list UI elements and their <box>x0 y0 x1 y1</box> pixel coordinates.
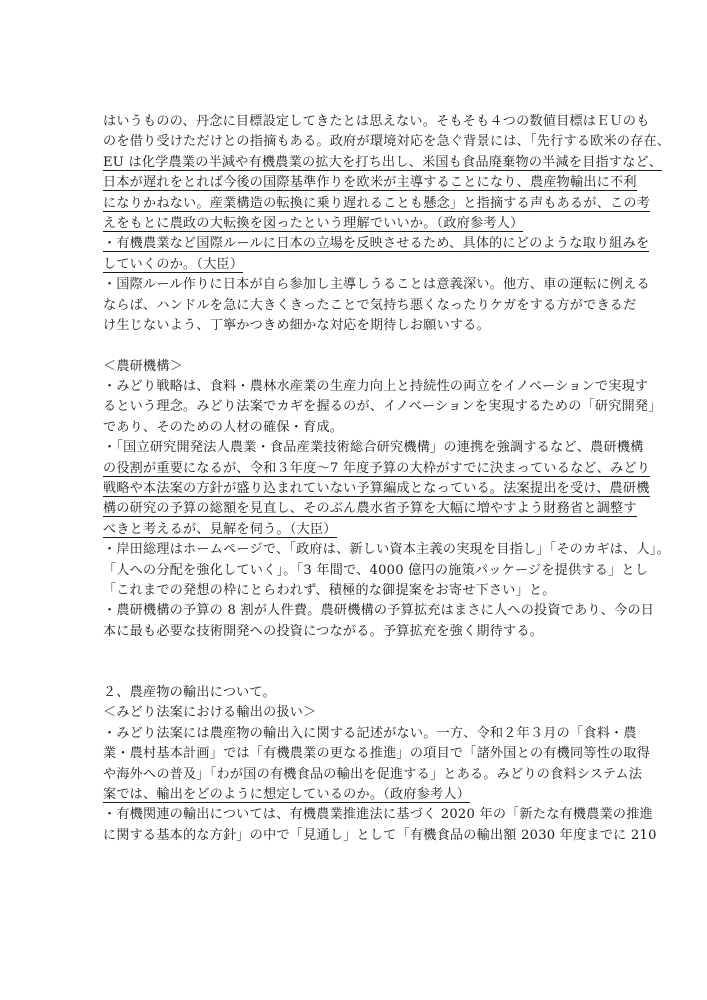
text-span: 業・農村基本計画」では「有機農業の更なる推進」の項目で「諸外国との有機同等性の取得 <box>103 746 651 762</box>
text-line <box>103 112 650 132</box>
text-line <box>103 438 644 458</box>
text-line <box>103 418 611 438</box>
text-line <box>103 397 662 417</box>
text-line <box>103 765 643 785</box>
underlined-text: ・有機農業など国際ルールに日本の立場を反映させるため、具体的にどのような取り組みを <box>103 236 650 252</box>
underlined-text: EU は化学農業の半減や有機農業の拡大を打ち出し、米国も食品廃棄物の半減を目指すなど、 <box>103 154 663 170</box>
text-line <box>103 316 611 336</box>
text-line <box>103 581 611 601</box>
section-heading <box>103 703 611 723</box>
text-span: るという理念。みどり法案でカギを握るのが、イノベーションを実現するための「研究開発」 <box>103 399 662 415</box>
text-line <box>103 214 611 234</box>
text-span: であり、そのための人材の確保・育成。 <box>103 419 344 435</box>
underlined-text: 日本が遅れをとれば今後の国際基準作りを欧米が主導することになり、農産物輸出に不利 <box>103 175 637 191</box>
section-title <box>103 683 611 703</box>
text-line <box>103 601 655 621</box>
document-body <box>103 112 671 846</box>
text-line <box>103 805 653 825</box>
spacer <box>103 336 611 356</box>
underlined-text: の役割が重要になるが、令和３年度～7 年度予算の大枠がすでに決まっているなど、みどり <box>103 460 651 476</box>
text-line <box>103 296 637 316</box>
underlined-text: 案では、輸出をどのように想定しているのか。（政府参考人） <box>103 786 471 802</box>
text-line <box>103 234 650 254</box>
text-line <box>103 785 611 805</box>
text-line <box>103 173 637 193</box>
text-line <box>103 132 671 152</box>
text-line <box>103 255 611 275</box>
text-line <box>103 479 650 499</box>
text-span: はいうものの、丹念に目標設定してきたとは思えない。そもそも４つの数値目標はＥＵのも <box>103 114 650 129</box>
text-line <box>103 459 651 479</box>
underlined-text: 構の研究の予算の総額を見直し、そのぶん農水省予算を大幅に増やすよう財務省と調整す <box>103 501 637 517</box>
text-line <box>103 744 651 764</box>
text-span: ・「国立研究開発法人農業・食品産業技術総合研究機構」の連携を強調するなど、農研機構 <box>103 440 644 456</box>
text-span: ならば、ハンドルを急に大きくきったことで気持ち悪くなったりケガをする方ができるだ <box>103 297 637 313</box>
underlined-text: していくのか。（大臣） <box>103 256 244 272</box>
heading-text: ＜みどり法案における輸出の扱い＞ <box>103 705 317 721</box>
underlined-text: 戦略や本法案の方針が盛り込まれていない予算編成となっている。法案提出を受け、農研機 <box>103 481 650 497</box>
text-span: ・国際ルール作りに日本が自ら参加し主導しうることは意義深い。他方、車の運転に例える <box>103 277 650 293</box>
text-line <box>103 724 637 744</box>
heading-text: ２、農産物の輸出について。 <box>103 684 276 700</box>
text-span: ・有機関連の輸出については、有機農業推進法に基づく 2020 年の「新たな有機農業の推進 <box>103 807 653 823</box>
text-line <box>103 194 651 214</box>
text-span: 本に最も必要な技術開発への投資につながる。予算拡充を強く期待する。 <box>103 623 544 639</box>
text-line <box>103 275 650 295</box>
text-line <box>103 826 657 846</box>
text-line <box>103 520 611 540</box>
spacer <box>103 642 611 683</box>
text-span: け生じないよう、丁寧かつきめ細かな対応を期待しお願いする。 <box>103 317 490 333</box>
text-line <box>103 540 670 560</box>
underlined-text: になりかねない。産業構造の転換に乗り遅れることも懸念」と指摘する声もあるが、この考 <box>103 195 651 211</box>
text-span: や海外への普及」「わが国の有機食品の輸出を促進する」とある。みどりの食料システム法 <box>103 766 643 782</box>
text-span: 「これまでの発想の枠にとらわれず、積極的な御提案をお寄せ下さい」と。 <box>103 582 556 598</box>
text-line <box>103 377 649 397</box>
heading-text: ＜農研機構＞ <box>103 358 184 374</box>
underlined-text: べきと考えるが、見解を伺う。（大臣） <box>103 521 337 537</box>
text-span: のを借り受けただけとの指摘もある。政府が環境対応を急ぐ背景には、「先行する欧米の存在、 <box>103 134 671 150</box>
text-span: 「人への分配を強化していく」。「3 年間で、4000 億円の施策パッケージを提供する」とし <box>103 562 649 578</box>
text-span: に関する基本的な方針」の中で「見通し」として「有機食品の輸出額 2030 年度までに 210 <box>103 827 657 843</box>
text-span: ・農研機構の予算の 8 割が人件費。農研機構の予算拡充はまさに人への投資であり、今の日 <box>103 603 655 619</box>
text-line <box>103 499 637 519</box>
text-span: ・みどり法案には農産物の輸出入に関する記述がない。一方、令和２年３月の「食料・農 <box>103 725 637 741</box>
text-line <box>103 622 611 642</box>
text-line <box>103 561 649 581</box>
text-span: ・みどり戦略は、食料・農林水産業の生産力向上と持続性の両立をイノベーションで実現す <box>103 379 649 395</box>
text-line <box>103 153 663 173</box>
section-heading <box>103 357 611 377</box>
underlined-text: えをもとに農政の大転換を図ったという理解でいいか。（政府参考人） <box>103 215 524 231</box>
text-span: ・岸田総理はホームページで、「政府は、新しい資本主義の実現を目指し」「そのカギは、人」。 <box>103 542 670 558</box>
